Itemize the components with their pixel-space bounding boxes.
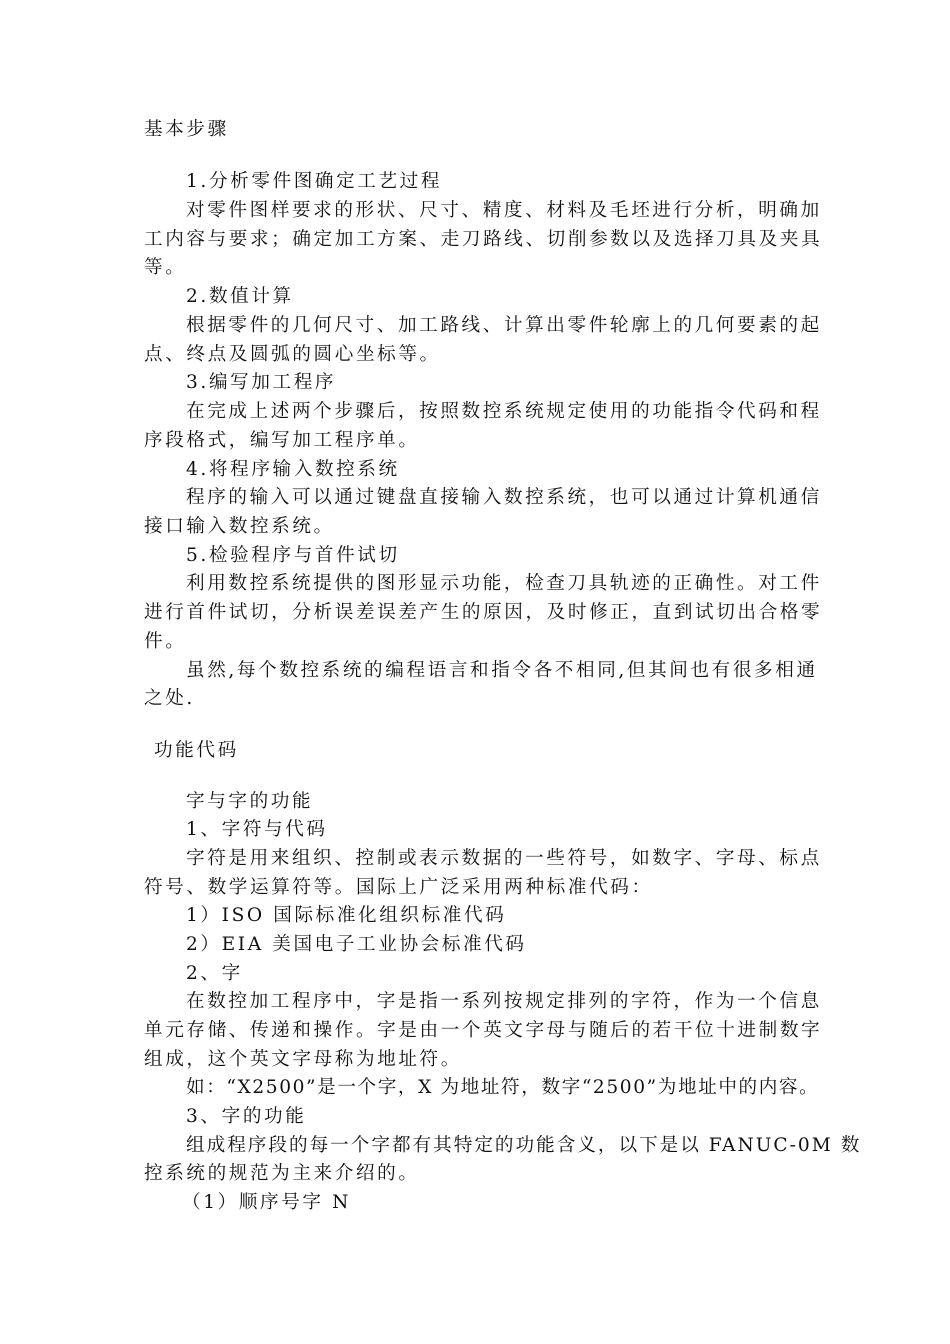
paragraph-line: 虽然,每个数控系统的编程语言和指令各不相同,但其间也有很多相通 — [186, 660, 818, 681]
paragraph-line: 根据零件的几何尺寸、加工路线、计算出零件轮廓上的几何要素的起 — [186, 315, 822, 336]
subheading: 1、字符与代码 — [186, 819, 328, 840]
paragraph-line: 在完成上述两个步骤后，按照数控系统规定使用的功能指令代码和程 — [186, 401, 822, 422]
paragraph-line: 字符是用来组织、控制或表示数据的一些符号，如数字、字母、标点 — [186, 848, 822, 869]
subheading: 3、字的功能 — [186, 1106, 307, 1127]
paragraph-line: 工内容与要求；确定加工方案、走刀路线、切削参数以及选择刀具及夹具 — [144, 229, 823, 250]
paragraph-line: 符号、数学运算符等。国际上广泛采用两种标准代码： — [144, 877, 653, 898]
step-heading-3: 3.编写加工程序 — [186, 372, 337, 393]
paragraph-line: 组成程序段的每一个字都有其特定的功能含义，以下是以 FANUC-0M 数 — [186, 1135, 862, 1156]
subheading: 2、字 — [186, 963, 243, 984]
list-item: 2）EIA 美国电子工业协会标准代码 — [186, 934, 527, 955]
paragraph-line: 进行首件试切，分析误差误差产生的原因，及时修正，直到试切出合格零 — [144, 602, 823, 623]
paragraph-line: 序段格式，编写加工程序单。 — [144, 430, 420, 451]
paragraph-line: 接口输入数控系统。 — [144, 516, 335, 537]
section-title-basic-steps: 基本步骤 — [144, 119, 229, 140]
paragraph-line: 之处. — [144, 688, 195, 709]
step-heading-5: 5.检验程序与首件试切 — [186, 545, 400, 566]
step-heading-4: 4.将程序输入数控系统 — [186, 459, 400, 480]
paragraph-line: 在数控加工程序中，字是指一系列按规定排列的字符，作为一个信息 — [186, 991, 822, 1012]
paragraph-line: 程序的输入可以通过键盘直接输入数控系统，也可以通过计算机通信 — [186, 487, 822, 508]
step-heading-1: 1.分析零件图确定工艺过程 — [186, 171, 443, 192]
step-heading-2: 2.数值计算 — [186, 286, 294, 307]
paragraph-line: 件。 — [144, 631, 187, 652]
paragraph-line: 组成，这个英文字母称为地址符。 — [144, 1049, 462, 1070]
paragraph-line: 利用数控系统提供的图形显示功能，检查刀具轨迹的正确性。对工件 — [186, 573, 822, 594]
paragraph-line: 点、终点及圆弧的圆心坐标等。 — [144, 344, 441, 365]
paragraph-line: 对零件图样要求的形状、尺寸、精度、材料及毛坯进行分析，明确加 — [186, 200, 822, 221]
paragraph-line: 控系统的规范为主来介绍的。 — [144, 1163, 420, 1184]
paragraph-line: 等。 — [144, 257, 187, 278]
section-title-function-codes: 功能代码 — [154, 740, 239, 761]
paragraph-line: 如：“X2500”是一个字，X 为地址符，数字“2500”为地址中的内容。 — [186, 1077, 820, 1098]
list-item: 1）ISO 国际标准化组织标准代码 — [186, 905, 507, 926]
subheading: （1）顺序号字 N — [182, 1192, 351, 1213]
paragraph-line: 单元存储、传递和操作。字是由一个英文字母与随后的若干位十进制数字 — [144, 1020, 823, 1041]
subheading: 字与字的功能 — [186, 791, 314, 812]
